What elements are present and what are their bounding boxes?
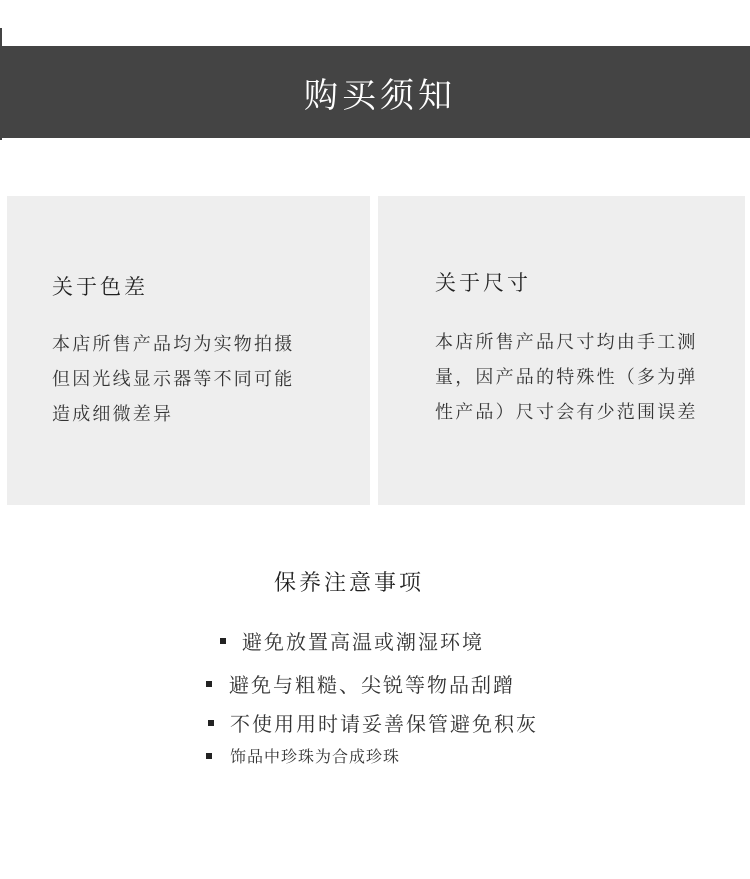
care-item-text: 不使用用时请妥善保管避免积灰 [230,712,538,736]
square-bullet-icon [220,638,226,644]
notice-card-body [435,325,698,430]
care-list-item [206,744,400,767]
notice-card-title: 关于色差 [52,275,148,299]
notice-line: 造成细微差异 [52,404,174,425]
notice-card-title: 关于尺寸 [435,271,531,295]
notice-line: 但因光线显示器等不同可能 [52,369,295,390]
notice-line: 性产品）尺寸会有少范围误差 [435,402,698,423]
square-bullet-icon [206,681,212,687]
notice-card-body [52,327,294,432]
square-bullet-icon [208,720,214,726]
notice-card-size [378,196,745,505]
header-banner [0,46,750,138]
care-item-text: 避免与粗糙、尖锐等物品刮蹭 [229,673,515,697]
care-item-text: 饰品中珍珠为合成珍珠 [230,747,401,766]
care-list-item [220,626,484,655]
care-list-item [208,708,538,737]
notice-line: 量，因产品的特殊性（多为弹 [435,367,698,388]
care-list-item [206,669,515,698]
care-section-title: 保养注意事项 [274,571,425,596]
notice-line: 本店所售产品均为实物拍摄 [52,334,295,355]
notice-card-color-difference [7,196,370,505]
square-bullet-icon [206,753,212,759]
notice-line: 本店所售产品尺寸均由手工测 [435,332,698,353]
care-item-text: 避免放置高温或潮湿环境 [242,630,484,654]
page-title: 购买须知 [304,75,456,116]
